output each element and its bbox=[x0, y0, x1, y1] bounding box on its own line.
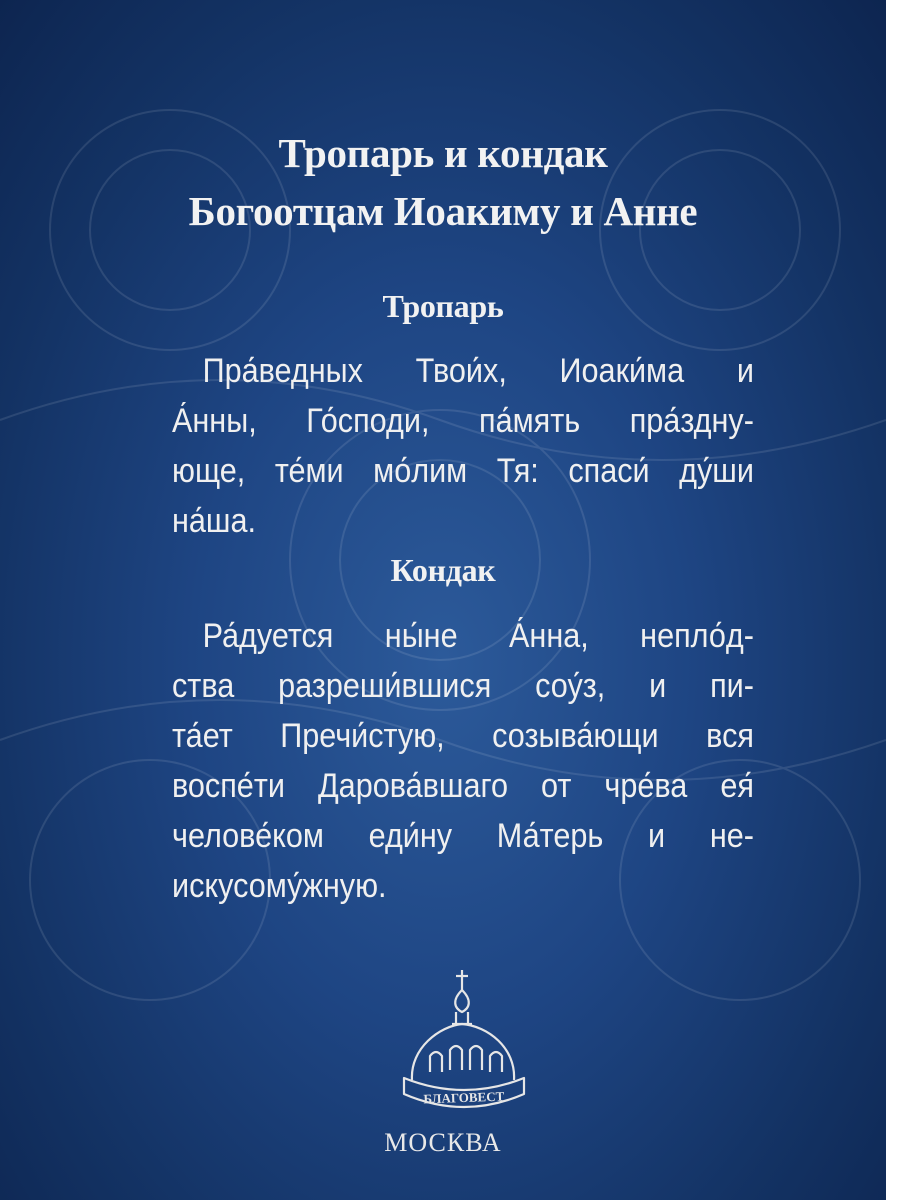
kontakion-line: искусому́жную. bbox=[172, 867, 387, 905]
troparion-text bbox=[172, 346, 754, 546]
troparion-line: на́ша. bbox=[172, 502, 256, 540]
logo-wordmark: БЛАГОВЕСТ bbox=[423, 1088, 505, 1107]
title-line-2: Богоотцам Иоакиму и Анне bbox=[188, 188, 698, 234]
troparion-line: Пра́ведных Твои́х, Иоаки́ма и bbox=[202, 352, 754, 390]
publisher-city: МОСКВА bbox=[384, 1128, 502, 1157]
kontakion-line: та́ет Пречи́стую, созыва́ющи вся bbox=[172, 717, 754, 755]
kontakion-line: воспе́ти Дарова́вшаго от чре́ва ея́ bbox=[172, 767, 754, 805]
troparion-line: юще, те́ми мо́лим Тя: спаси́ ду́ши bbox=[172, 452, 754, 490]
troparion-heading: Тропарь bbox=[382, 288, 504, 324]
page-margin bbox=[886, 0, 900, 1200]
title-line-1: Тропарь и кондак bbox=[278, 130, 608, 176]
kontakion-line: ства разреши́вшися соу́з, и пи- bbox=[172, 667, 754, 705]
kontakion-heading: Кондак bbox=[390, 552, 496, 588]
troparion-line: А́нны, Го́споди, па́мять пра́здну- bbox=[172, 402, 754, 440]
kontakion-line: Ра́дуется ны́не А́нна, непло́д- bbox=[202, 617, 754, 655]
kontakion-text bbox=[172, 611, 754, 911]
church-dome-icon bbox=[400, 968, 532, 1128]
kontakion-line: челове́ком еди́ну Ма́терь и не- bbox=[172, 817, 754, 855]
